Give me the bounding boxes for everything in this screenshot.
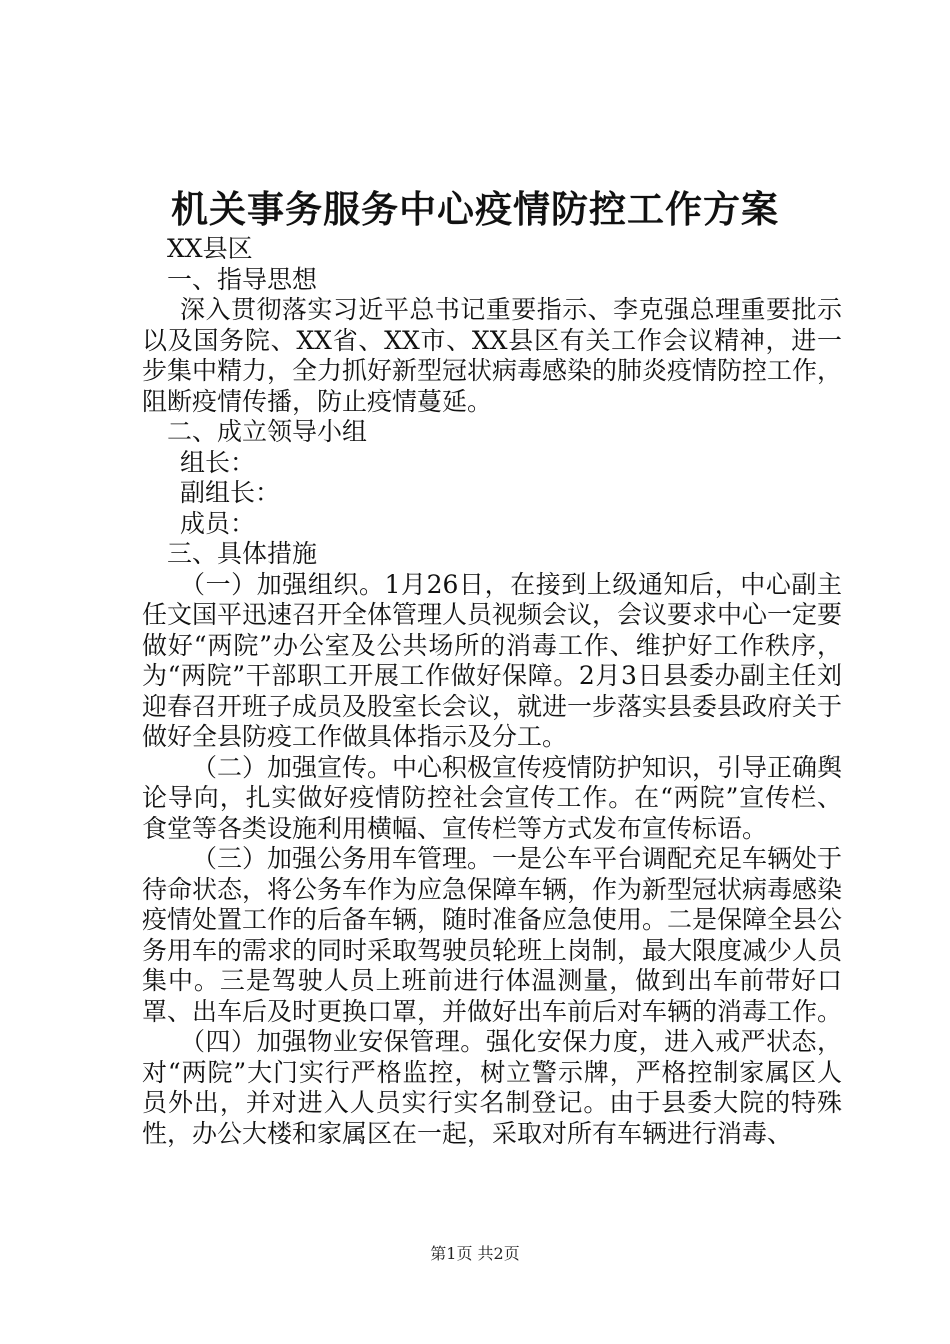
- paragraph-measure-1: （一）加强组织。1月26日，在接到上级通知后，中心副主任文国平迅速召开全体管理人员视频会议，会议要求中心一定要做好“两院”办公室及公共场所的消毒工作、维护好工作秩序，为“两院”干部职工开展工作做好保障。2月3日县委办副主任刘迎春召开班子成员及股室长会议，就进一步落实县委县政府关于做好全县防疫工作做具体指示及分工。: [142, 569, 843, 751]
- section-heading-guiding-thought: 一、指导思想: [167, 264, 318, 294]
- section-heading-leadership-group: 二、成立领导小组: [167, 417, 368, 446]
- deputy-leader-line: 副组长：: [180, 478, 281, 507]
- members-line: 成员：: [180, 508, 256, 538]
- leader-line: 组长：: [180, 447, 256, 477]
- paragraph-guiding-thought: 深入贯彻落实习近平总书记重要指示、李克强总理重要批示以及国务院、XX省、XX市、XX县区有关工作会议精神，进一步集中精力，全力抓好新型冠状病毒感染的肺炎疫情防控工作，阻断疫情传播，防止疫情蔓延。: [142, 295, 843, 416]
- paragraph-measure-2: （二）加强宣传。中心积极宣传疫情防护知识，引导正确舆论导向，扎实做好疫情防控社会宣传工作。在“两院”宣传栏、食堂等各类设施利用横幅、宣传栏等方式发布宣传标语。: [142, 752, 843, 843]
- paragraph-measure-3: （三）加强公务用车管理。一是公车平台调配充足车辆处于待命状态，将公务车作为应急保障车辆，作为新型冠状病毒感染疫情处置工作的后备车辆，随时准备应急使用。二是保障全县公务用车的需求的同时采取驾驶员轮班上岗制，最大限度减少人员集中。三是驾驶人员上班前进行体温测量，做到出车前带好口罩、出车后及时更换口罩，并做好出车前后对车辆的消毒工作。: [142, 844, 843, 1026]
- document-title: 机关事务服务中心疫情防控工作方案: [171, 187, 779, 231]
- paragraph-measure-4: （四）加强物业安保管理。强化安保力度，进入戒严状态，对“两院”大门实行严格监控，树立警示牌，严格控制家属区人员外出，并对进入人员实行实名制登记。由于县委大院的特殊性，办公大楼和家属区在一起，采取对所有车辆进行消毒、: [142, 1027, 842, 1148]
- region-line: XX县区: [167, 234, 253, 263]
- document-body: [142, 234, 842, 1149]
- page-number-footer: 第1页 共2页: [430, 1244, 520, 1263]
- section-heading-measures: 三、具体措施: [167, 539, 318, 568]
